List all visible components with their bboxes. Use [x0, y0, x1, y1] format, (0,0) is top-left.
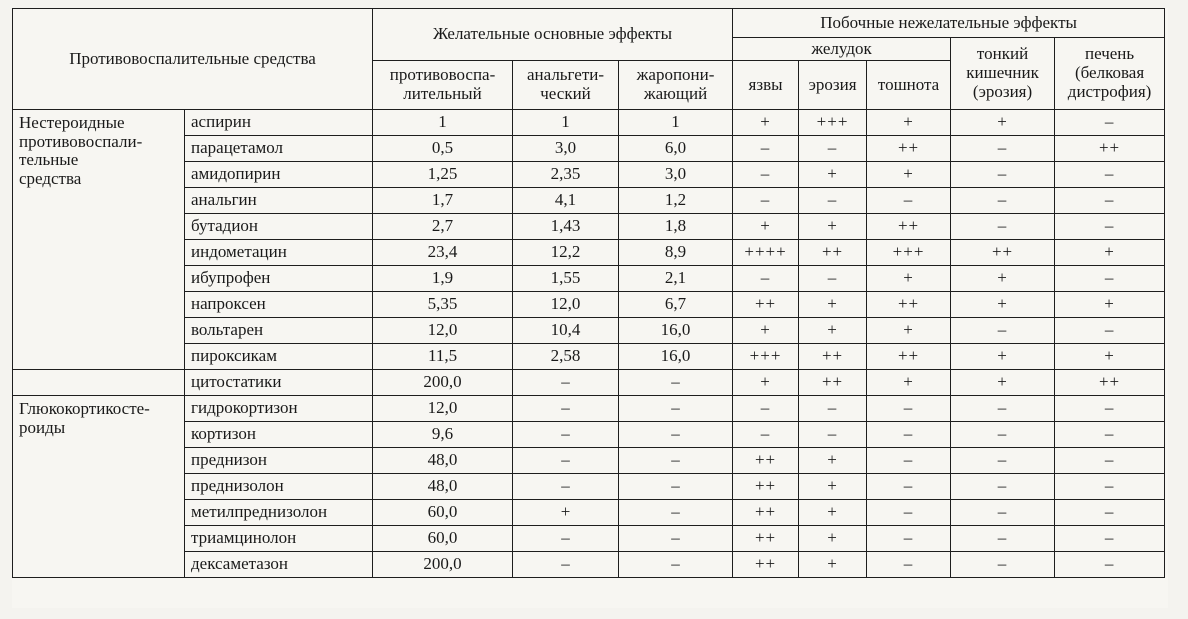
table-row [13, 240, 1165, 266]
cell-liver: – [1055, 396, 1165, 422]
table-row [13, 266, 1165, 292]
cell-antiinflammatory: 12,0 [373, 318, 513, 344]
drug-name: индометацин [185, 240, 373, 266]
drug-name: вольтарен [185, 318, 373, 344]
cell-antipyretic: 2,1 [619, 266, 733, 292]
cell-antipyretic: 6,0 [619, 136, 733, 162]
table-title: Противовоспалительные средства [13, 9, 373, 110]
effects-table [12, 8, 1165, 578]
cell-nausea: ++ [867, 344, 951, 370]
drug-name: аспирин [185, 110, 373, 136]
cell-nausea: ++ [867, 292, 951, 318]
cell-antiinflammatory: 12,0 [373, 396, 513, 422]
group-nsaid: Нестероидные противовоспали- тельные средства [13, 110, 185, 370]
desired-effects-header: Желательные основные эффекты [373, 9, 733, 61]
drug-name: триамцинолон [185, 526, 373, 552]
cell-ulcers: – [733, 188, 799, 214]
drug-name: напроксен [185, 292, 373, 318]
cell-nausea: ++ [867, 214, 951, 240]
cell-antipyretic: 6,7 [619, 292, 733, 318]
cell-nausea: – [867, 396, 951, 422]
cell-analgesic: 3,0 [513, 136, 619, 162]
cell-nausea: – [867, 448, 951, 474]
cell-antiinflammatory: 23,4 [373, 240, 513, 266]
cell-liver: ++ [1055, 370, 1165, 396]
cell-nausea: + [867, 266, 951, 292]
drug-name: бутадион [185, 214, 373, 240]
cell-ulcers: ++ [733, 448, 799, 474]
cell-ulcers: ++ [733, 292, 799, 318]
drug-name: парацетамол [185, 136, 373, 162]
cell-antipyretic: – [619, 370, 733, 396]
cell-small-intestine: – [951, 188, 1055, 214]
table-row [13, 110, 1165, 136]
table-row [13, 422, 1165, 448]
cell-ulcers: + [733, 214, 799, 240]
drug-name: амидопирин [185, 162, 373, 188]
cell-erosion: + [799, 552, 867, 578]
cell-small-intestine: + [951, 370, 1055, 396]
table-row [13, 396, 1165, 422]
cell-antiinflammatory: 1,9 [373, 266, 513, 292]
cell-ulcers: + [733, 370, 799, 396]
cell-nausea: + [867, 370, 951, 396]
table-row [13, 318, 1165, 344]
cell-nausea: + [867, 318, 951, 344]
cell-analgesic: 1,55 [513, 266, 619, 292]
cell-erosion: + [799, 214, 867, 240]
cell-antiinflammatory: 1 [373, 110, 513, 136]
cell-antipyretic: 1 [619, 110, 733, 136]
cell-small-intestine: – [951, 552, 1055, 578]
cell-liver: – [1055, 552, 1165, 578]
cell-liver: – [1055, 266, 1165, 292]
table-row [13, 448, 1165, 474]
table-page [12, 8, 1168, 608]
table-row [13, 500, 1165, 526]
cell-erosion: – [799, 188, 867, 214]
cell-antipyretic: – [619, 422, 733, 448]
cell-nausea: ++ [867, 136, 951, 162]
table-row [13, 214, 1165, 240]
cell-antipyretic: 1,2 [619, 188, 733, 214]
cell-antiinflammatory: 1,7 [373, 188, 513, 214]
cell-ulcers: +++ [733, 344, 799, 370]
cell-nausea: + [867, 110, 951, 136]
cell-erosion: + [799, 526, 867, 552]
table-row [13, 136, 1165, 162]
cell-small-intestine: + [951, 110, 1055, 136]
cell-nausea: – [867, 474, 951, 500]
cell-nausea: – [867, 500, 951, 526]
cell-liver: – [1055, 526, 1165, 552]
liver-header: печень (белковая дистрофия) [1055, 38, 1165, 110]
cell-ulcers: – [733, 162, 799, 188]
cell-small-intestine: – [951, 136, 1055, 162]
cell-ulcers: ++ [733, 500, 799, 526]
cell-analgesic: 1,43 [513, 214, 619, 240]
cell-ulcers: + [733, 318, 799, 344]
table-row [13, 526, 1165, 552]
cell-small-intestine: – [951, 396, 1055, 422]
cell-antiinflammatory: 2,7 [373, 214, 513, 240]
cell-liver: – [1055, 448, 1165, 474]
table-row [13, 162, 1165, 188]
cell-antipyretic: – [619, 526, 733, 552]
cell-analgesic: – [513, 552, 619, 578]
group-glucocorticoids: Глюкокортикосте- роиды [13, 396, 185, 578]
table-body [13, 110, 1165, 578]
cell-small-intestine: – [951, 474, 1055, 500]
cell-liver: ++ [1055, 136, 1165, 162]
cell-antiinflammatory: 48,0 [373, 474, 513, 500]
drug-name: преднизолон [185, 474, 373, 500]
cell-antiinflammatory: 11,5 [373, 344, 513, 370]
cell-antipyretic: 3,0 [619, 162, 733, 188]
cell-small-intestine: – [951, 448, 1055, 474]
cell-analgesic: – [513, 448, 619, 474]
cell-ulcers: – [733, 422, 799, 448]
cell-nausea: + [867, 162, 951, 188]
cell-nausea: – [867, 422, 951, 448]
cell-liver: – [1055, 188, 1165, 214]
drug-name: гидрокортизон [185, 396, 373, 422]
cell-antiinflammatory: 60,0 [373, 500, 513, 526]
cell-analgesic: 10,4 [513, 318, 619, 344]
drug-name: анальгин [185, 188, 373, 214]
cell-liver: + [1055, 292, 1165, 318]
cell-analgesic: – [513, 396, 619, 422]
cell-antiinflammatory: 1,25 [373, 162, 513, 188]
cell-liver: – [1055, 500, 1165, 526]
cell-small-intestine: – [951, 422, 1055, 448]
side-effects-header: Побочные нежелательные эффекты [733, 9, 1165, 38]
cell-liver: + [1055, 240, 1165, 266]
cell-erosion: – [799, 266, 867, 292]
cell-liver: – [1055, 110, 1165, 136]
cell-liver: – [1055, 318, 1165, 344]
drug-name: дексаметазон [185, 552, 373, 578]
cell-erosion: + [799, 500, 867, 526]
cell-small-intestine: + [951, 292, 1055, 318]
cell-antiinflammatory: 200,0 [373, 370, 513, 396]
cell-analgesic: 12,2 [513, 240, 619, 266]
cell-analgesic: 12,0 [513, 292, 619, 318]
cell-erosion: ++ [799, 344, 867, 370]
cell-liver: + [1055, 344, 1165, 370]
cell-analgesic: + [513, 500, 619, 526]
cell-antiinflammatory: 200,0 [373, 552, 513, 578]
antipyretic-header [619, 61, 733, 110]
cell-small-intestine: – [951, 526, 1055, 552]
cell-analgesic: – [513, 526, 619, 552]
cell-analgesic: 2,35 [513, 162, 619, 188]
cell-ulcers: + [733, 110, 799, 136]
cell-ulcers: ++ [733, 552, 799, 578]
cell-nausea: – [867, 552, 951, 578]
cell-small-intestine: + [951, 344, 1055, 370]
table-row [13, 344, 1165, 370]
cell-small-intestine: ++ [951, 240, 1055, 266]
cell-nausea: – [867, 188, 951, 214]
cell-antiinflammatory: 5,35 [373, 292, 513, 318]
cell-ulcers: – [733, 266, 799, 292]
erosion-header: эрозия [799, 61, 867, 110]
cell-analgesic: – [513, 474, 619, 500]
cell-erosion: + [799, 474, 867, 500]
cell-liver: – [1055, 422, 1165, 448]
drug-name: кортизон [185, 422, 373, 448]
cell-erosion: ++ [799, 370, 867, 396]
cell-small-intestine: – [951, 162, 1055, 188]
cell-antipyretic: – [619, 474, 733, 500]
cell-ulcers: ++++ [733, 240, 799, 266]
cell-ulcers: – [733, 396, 799, 422]
group-empty [13, 370, 185, 396]
table-row [13, 474, 1165, 500]
table-row [13, 188, 1165, 214]
table-row [13, 292, 1165, 318]
cell-antiinflammatory: 48,0 [373, 448, 513, 474]
cell-small-intestine: + [951, 266, 1055, 292]
cell-erosion: +++ [799, 110, 867, 136]
cell-antipyretic: 1,8 [619, 214, 733, 240]
cell-liver: – [1055, 214, 1165, 240]
cell-antipyretic: – [619, 448, 733, 474]
cell-antipyretic: 16,0 [619, 318, 733, 344]
cell-erosion: – [799, 136, 867, 162]
small-intestine-header: тонкий кишечник (эрозия) [951, 38, 1055, 110]
drug-name: метилпреднизолон [185, 500, 373, 526]
analgesic-label: анальгети- ческий [526, 65, 605, 103]
cell-nausea: +++ [867, 240, 951, 266]
cell-antiinflammatory: 60,0 [373, 526, 513, 552]
cell-erosion: – [799, 396, 867, 422]
table-row [13, 552, 1165, 578]
cell-analgesic: – [513, 422, 619, 448]
cell-erosion: + [799, 448, 867, 474]
table-row [13, 370, 1165, 396]
cell-analgesic: – [513, 370, 619, 396]
antipyretic-label: жаропони- жающий [636, 65, 715, 103]
cell-ulcers: – [733, 136, 799, 162]
cell-erosion: + [799, 318, 867, 344]
cell-analgesic: 4,1 [513, 188, 619, 214]
cell-erosion: + [799, 162, 867, 188]
cell-antipyretic: – [619, 552, 733, 578]
cell-nausea: – [867, 526, 951, 552]
drug-name: ибупрофен [185, 266, 373, 292]
drug-name: преднизон [185, 448, 373, 474]
drug-name: пироксикам [185, 344, 373, 370]
cell-analgesic: 2,58 [513, 344, 619, 370]
cell-small-intestine: – [951, 214, 1055, 240]
cell-small-intestine: – [951, 318, 1055, 344]
cell-ulcers: ++ [733, 526, 799, 552]
cell-antiinflammatory: 0,5 [373, 136, 513, 162]
cell-antiinflammatory: 9,6 [373, 422, 513, 448]
cell-antipyretic: – [619, 396, 733, 422]
analgesic-header [513, 61, 619, 110]
cell-antipyretic: – [619, 500, 733, 526]
antiinflammatory-label: противовоспа- лительный [389, 65, 496, 103]
cell-antipyretic: 16,0 [619, 344, 733, 370]
cell-erosion: ++ [799, 240, 867, 266]
stomach-header: желудок [733, 38, 951, 61]
cell-erosion: – [799, 422, 867, 448]
nausea-header: тошнота [867, 61, 951, 110]
cell-small-intestine: – [951, 500, 1055, 526]
antiinflammatory-header [373, 61, 513, 110]
cell-liver: – [1055, 474, 1165, 500]
cell-antipyretic: 8,9 [619, 240, 733, 266]
drug-name: цитостатики [185, 370, 373, 396]
cell-ulcers: ++ [733, 474, 799, 500]
cell-erosion: + [799, 292, 867, 318]
ulcers-header: язвы [733, 61, 799, 110]
cell-analgesic: 1 [513, 110, 619, 136]
cell-liver: – [1055, 162, 1165, 188]
